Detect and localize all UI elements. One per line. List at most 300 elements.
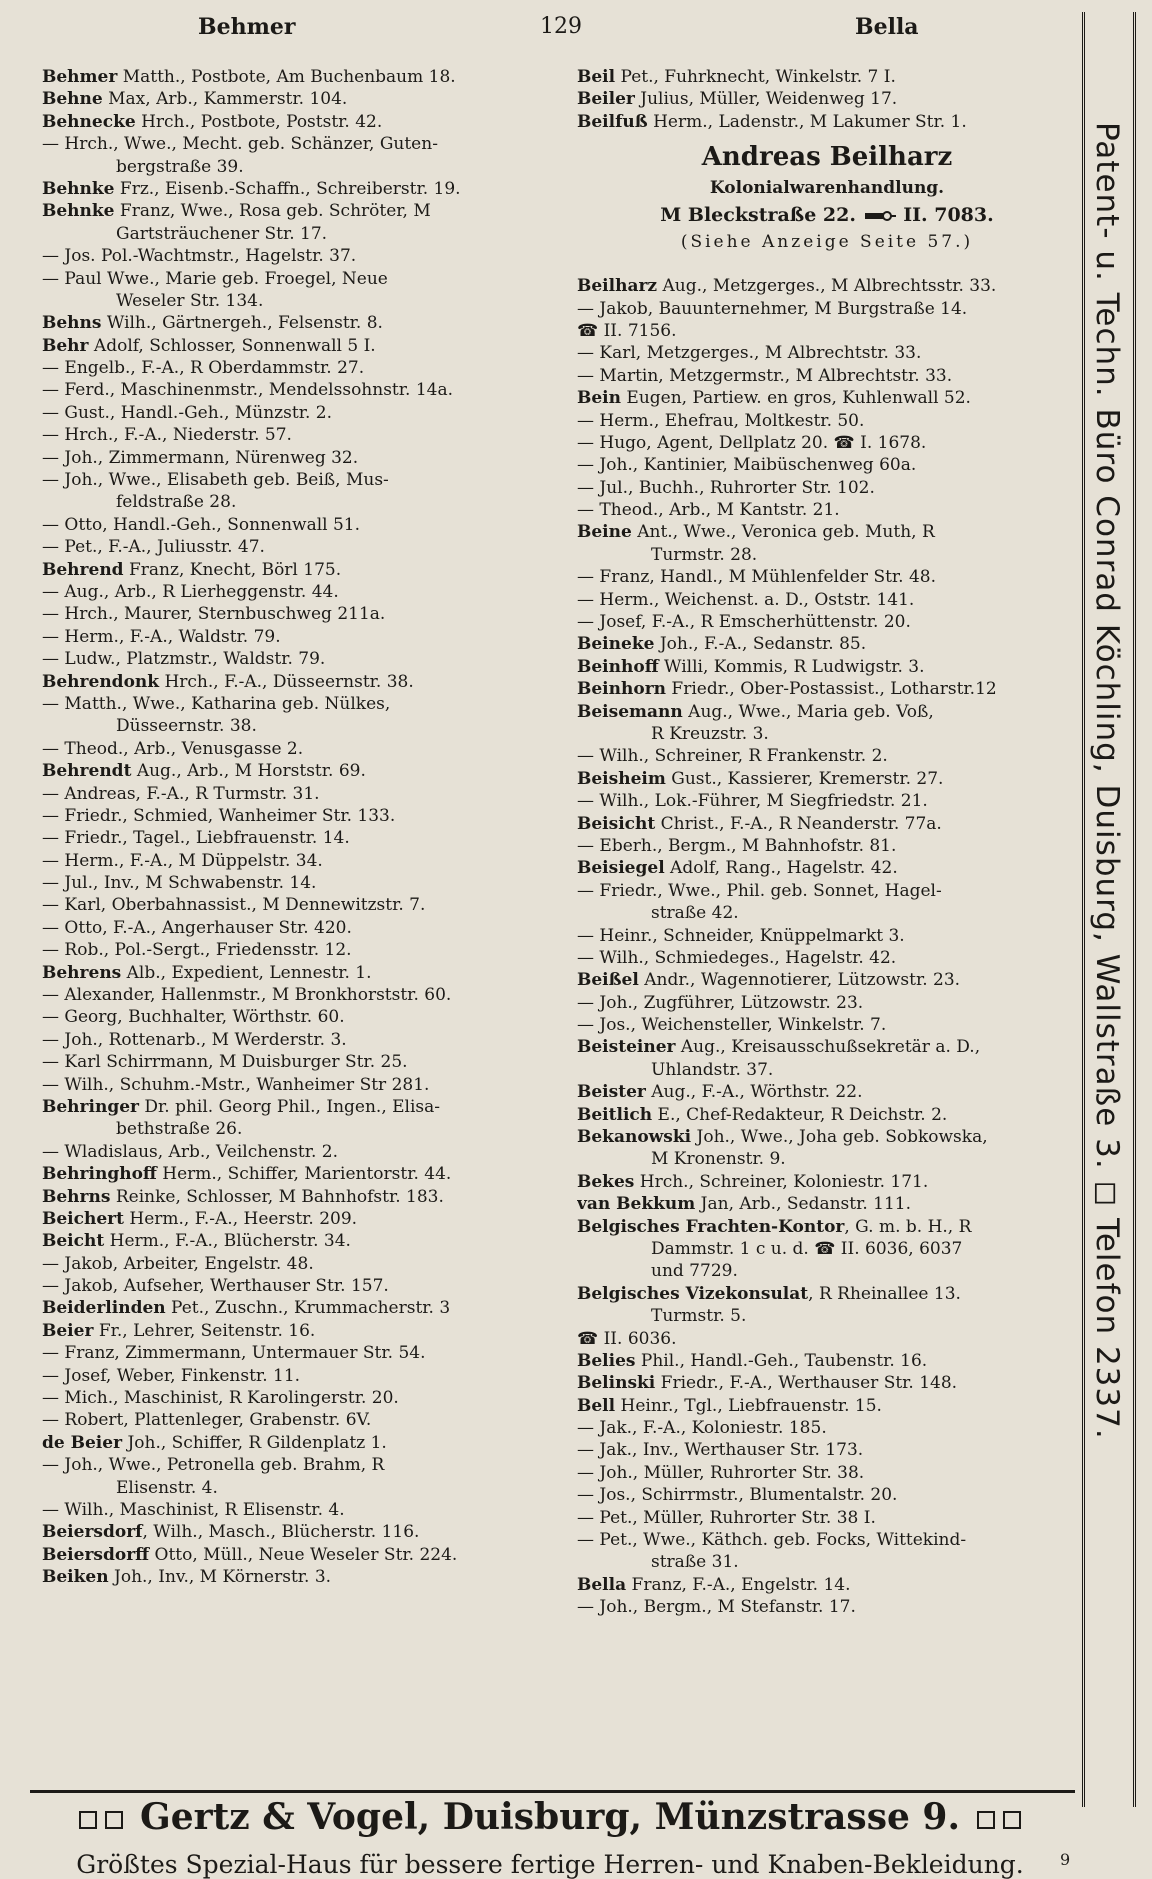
- directory-entry: [577, 1260, 1077, 1282]
- entry-details: Friedr., Ober-Postassist., Lotharstr.12: [666, 679, 997, 700]
- directory-entry: [42, 850, 587, 872]
- entry-surname: Behrns: [42, 1186, 111, 1207]
- entry-details: — Jos., Weichensteller, Winkelstr. 7.: [577, 1015, 887, 1036]
- entry-details: — Wilh., Schreiner, R Frankenstr. 2.: [577, 746, 888, 767]
- entry-details: Franz, Knecht, Börl 175.: [123, 559, 342, 580]
- directory-entry: [42, 693, 587, 715]
- entry-surname: Behns: [42, 313, 102, 334]
- entry-details: — Hrch., Maurer, Sternbuschweg 211a.: [42, 604, 386, 625]
- entry-surname: Beiler: [577, 89, 635, 110]
- entry-details: — Jul., Inv., M Schwabenstr. 14.: [42, 873, 317, 894]
- directory-entry: [42, 827, 587, 849]
- entry-details: Dr. phil. Georg Phil., Ingen., Elisa-: [138, 1096, 441, 1117]
- entry-details: Fr., Lehrer, Seitenstr. 16.: [93, 1320, 316, 1341]
- footer-advert-company: Gertz & Vogel, Duisburg, Münzstrasse 9.: [140, 1796, 960, 1838]
- entry-surname: van Bekkum: [577, 1194, 696, 1215]
- directory-entry: [42, 424, 587, 446]
- directory-entry: [42, 984, 587, 1006]
- entry-surname: Beinhorn: [577, 679, 667, 700]
- directory-entry: [577, 454, 1077, 476]
- directory-entry: [577, 723, 1077, 745]
- telephone-icon: [863, 210, 897, 222]
- directory-entry: [42, 917, 587, 939]
- entry-details: Heinr., Tgl., Liebfrauenstr. 15.: [615, 1395, 882, 1416]
- directory-entry: [577, 678, 1077, 700]
- entry-details: — Wilh., Schmiedeges., Hagelstr. 42.: [577, 947, 897, 968]
- entry-details: Uhlandstr. 37.: [651, 1059, 774, 1080]
- entry-details: Turmstr. 28.: [651, 544, 758, 565]
- entry-details: Alb., Expedient, Lennestr. 1.: [121, 962, 372, 983]
- entry-details: Franz, F.-A., Engelstr. 14.: [626, 1574, 851, 1595]
- directory-entry: [42, 1230, 587, 1252]
- entry-details: — Jos., Schirrmstr., Blumentalstr. 20.: [577, 1485, 898, 1506]
- directory-entry: [577, 790, 1077, 812]
- entry-details: Andr., Wagennotierer, Lützowstr. 23.: [638, 970, 961, 991]
- entry-details: Adolf, Rang., Hagelstr. 42.: [664, 858, 898, 879]
- directory-entry: [577, 1596, 1077, 1618]
- directory-entry: [577, 477, 1077, 499]
- entry-details: Christ., F.-A., R Neanderstr. 77a.: [655, 813, 942, 834]
- entry-details: feldstraße 28.: [116, 492, 237, 513]
- entry-surname: Beisemann: [577, 701, 683, 722]
- entry-details: Herm., Ladenstr., M Lakumer Str. 1.: [647, 111, 967, 132]
- entry-details: — Jul., Buchh., Ruhrorter Str. 102.: [577, 477, 875, 498]
- entry-details: Herm., Schiffer, Marientorstr. 44.: [156, 1164, 452, 1185]
- directory-entry: [42, 1253, 587, 1275]
- entry-details: — Rob., Pol.-Sergt., Friedensstr. 12.: [42, 940, 352, 961]
- directory-entry: [577, 1238, 1077, 1260]
- entry-surname: Behrend: [42, 559, 124, 580]
- entry-details: bergstraße 39.: [116, 156, 244, 177]
- entry-details: — Joh., Zimmermann, Nürenweg 32.: [42, 447, 359, 468]
- entry-details: — Hrch., Wwe., Mecht. geb. Schänzer, Guten-: [42, 134, 438, 155]
- directory-entry: [42, 805, 587, 827]
- directory-entry: [577, 365, 1077, 387]
- directory-entry: [577, 768, 1077, 790]
- entry-details: Julius, Müller, Weidenweg 17.: [634, 89, 898, 110]
- directory-entry: [577, 1372, 1077, 1394]
- entry-surname: Behrendonk: [42, 671, 160, 692]
- entry-details: — Pet., F.-A., Juliusstr. 47.: [42, 537, 265, 558]
- entry-details: Aug., Metzgerges., M Albrechtsstr. 33.: [657, 276, 997, 297]
- directory-entry: [577, 1081, 1077, 1103]
- entry-details: — Engelb., F.-A., R Oberdammstr. 27.: [42, 358, 365, 379]
- directory-entry: [42, 648, 587, 670]
- directory-entry: [42, 1499, 587, 1521]
- directory-entry: [42, 1297, 587, 1319]
- directory-entry: [42, 626, 587, 648]
- entry-details: Turmstr. 5.: [651, 1306, 747, 1327]
- entry-details: ☎ II. 6036.: [577, 1328, 677, 1349]
- entry-details: straße 31.: [651, 1552, 739, 1573]
- directory-entry: [577, 1216, 1077, 1238]
- entry-details: — Joh., Bergm., M Stefanstr. 17.: [577, 1597, 856, 1618]
- vertical-advert-text: Patent- u. Techn. Büro Conrad Köchling, Duisburg, Wallstraße 3. ◻ Telefon 2337.: [1089, 122, 1125, 1440]
- entry-surname: Beilfuß: [577, 111, 648, 132]
- entry-surname: Behrendt: [42, 761, 132, 782]
- directory-entry: [577, 1484, 1077, 1506]
- ad-address-line: [577, 201, 1077, 229]
- entry-surname: Bella: [577, 1574, 627, 1595]
- entry-details: — Paul Wwe., Marie geb. Froegel, Neue: [42, 268, 388, 289]
- directory-entry: [42, 88, 587, 110]
- directory-entry: [577, 701, 1077, 723]
- directory-entry: [42, 1320, 587, 1342]
- directory-entry: [577, 813, 1077, 835]
- directory-entry: [42, 379, 587, 401]
- directory-entry: [42, 223, 587, 245]
- entry-details: , R Rheinallee 13.: [808, 1283, 961, 1304]
- directory-entry: [577, 656, 1077, 678]
- entry-details: — Herm., Ehefrau, Moltkestr. 50.: [577, 410, 865, 431]
- directory-entry: [577, 320, 1077, 342]
- entry-details: — Friedr., Tagel., Liebfrauenstr. 14.: [42, 828, 350, 849]
- entry-surname: Beiersdorf: [42, 1522, 143, 1543]
- footer-advert-line1: [0, 1796, 1100, 1838]
- square-ornament-icon: [1003, 1811, 1021, 1829]
- directory-entry: [42, 156, 587, 178]
- footer-divider: [30, 1790, 1075, 1793]
- directory-entry: [577, 387, 1077, 409]
- entry-details: Pet., Fuhrknecht, Winkelstr. 7 I.: [615, 67, 896, 87]
- entry-details: — Josef, Weber, Finkenstr. 11.: [42, 1365, 301, 1386]
- entry-details: — Jakob, Arbeiter, Engelstr. 48.: [42, 1253, 314, 1274]
- directory-entry: [577, 88, 1077, 110]
- directory-entry: [42, 1029, 587, 1051]
- entry-details: Aug., Wwe., Maria geb. Voß,: [682, 701, 934, 722]
- entry-details: Pet., Zuschn., Krummacherstr. 3: [165, 1298, 451, 1319]
- square-ornament-icon: [79, 1811, 97, 1829]
- entry-surname: Beine: [577, 522, 632, 543]
- entry-details: Weseler Str. 134.: [116, 290, 264, 311]
- beilharz-advertisement: [577, 133, 1077, 275]
- directory-entry: [577, 1328, 1077, 1350]
- left-column: [42, 66, 587, 1589]
- entry-details: — Ferd., Maschinenmstr., Mendelssohnstr. 14a.: [42, 380, 453, 401]
- directory-entry: [577, 1126, 1077, 1148]
- entry-surname: Behringer: [42, 1096, 139, 1117]
- directory-entry: [577, 1551, 1077, 1573]
- entry-surname: Behrens: [42, 962, 122, 983]
- directory-entry: [42, 783, 587, 805]
- entry-surname: Beineke: [577, 634, 655, 655]
- directory-entry: [577, 1507, 1077, 1529]
- directory-entry: [577, 432, 1077, 454]
- entry-surname: Beilharz: [577, 276, 658, 297]
- entry-surname: Behnke: [42, 201, 115, 222]
- right-column: [577, 66, 1077, 1619]
- entry-details: Jan, Arb., Sedanstr. 111.: [695, 1194, 912, 1215]
- entry-details: — Friedr., Wwe., Phil. geb. Sonnet, Hagel-: [577, 880, 942, 901]
- entry-details: — Herm., Weichenst. a. D., Oststr. 141.: [577, 589, 915, 610]
- entry-surname: Beier: [42, 1320, 94, 1341]
- page-number: 129: [540, 14, 582, 39]
- directory-entry: [577, 1171, 1077, 1193]
- directory-entry: [577, 589, 1077, 611]
- entry-surname: de Beier: [42, 1432, 123, 1453]
- directory-entry: [42, 1365, 587, 1387]
- entry-surname: Behringhoff: [42, 1164, 157, 1185]
- directory-entry: [577, 857, 1077, 879]
- entry-details: — Joh., Rottenarb., M Werderstr. 3.: [42, 1029, 347, 1050]
- entry-details: , G. m. b. H., R: [844, 1216, 972, 1237]
- entry-surname: Behnke: [42, 178, 115, 199]
- entry-details: straße 42.: [651, 903, 739, 924]
- square-ornament-icon: [105, 1811, 123, 1829]
- directory-entry: [577, 969, 1077, 991]
- entry-details: Düsseernstr. 38.: [116, 716, 257, 737]
- directory-entry: [42, 1566, 587, 1588]
- entry-details: — Herm., F.-A., Waldstr. 79.: [42, 626, 281, 647]
- directory-entry: [42, 1409, 587, 1431]
- entry-details: — Pet., Wwe., Käthch. geb. Focks, Wittekind-: [577, 1530, 967, 1551]
- entry-details: — Karl, Metzgerges., M Albrechtstr. 33.: [577, 343, 922, 364]
- directory-entry: [42, 200, 587, 222]
- entry-surname: Bell: [577, 1395, 616, 1416]
- vertical-advert-strip: [1082, 12, 1136, 1807]
- entry-surname: Beisiegel: [577, 858, 665, 879]
- entry-surname: Beister: [577, 1082, 646, 1103]
- directory-entry: [577, 1104, 1077, 1126]
- entry-details: Eugen, Partiew. en gros, Kuhlenwall 52.: [621, 388, 971, 409]
- directory-entry: [42, 603, 587, 625]
- ad-phone: II. 7083.: [903, 204, 994, 227]
- directory-entry: [42, 514, 587, 536]
- entry-details: — Wladislaus, Arb., Veilchenstr. 2.: [42, 1141, 339, 1162]
- entry-details: E., Chef-Redakteur, R Deichstr. 2.: [652, 1104, 948, 1125]
- directory-entry: [577, 1439, 1077, 1461]
- entry-details: Joh., Wwe., Joha geb. Sobkowska,: [691, 1127, 988, 1148]
- directory-entry: [577, 1148, 1077, 1170]
- directory-entry: [42, 1141, 587, 1163]
- directory-entry: [42, 1454, 587, 1476]
- directory-entry: [577, 521, 1077, 543]
- entry-surname: Bekanowski: [577, 1127, 692, 1148]
- directory-entry: [42, 1432, 587, 1454]
- header-left-keyword: Behmer: [198, 14, 296, 40]
- entry-surname: Behnecke: [42, 111, 136, 132]
- entry-details: — Jakob, Bauunternehmer, M Burgstraße 14.: [577, 298, 968, 319]
- entry-details: — Jak., F.-A., Koloniestr. 185.: [577, 1418, 827, 1439]
- directory-entry: [42, 1051, 587, 1073]
- directory-entry: [577, 1417, 1077, 1439]
- entry-details: — Joh., Zugführer, Lützowstr. 23.: [577, 992, 864, 1013]
- entry-details: — Alexander, Hallenmstr., M Bronkhorststr. 60.: [42, 985, 452, 1006]
- directory-entry: [42, 312, 587, 334]
- entry-details: — Theod., Arb., Venusgasse 2.: [42, 738, 304, 759]
- directory-entry: [577, 66, 1077, 88]
- directory-entry: [42, 1006, 587, 1028]
- entry-surname: Belinski: [577, 1373, 656, 1394]
- entry-details: — Joh., Wwe., Elisabeth geb. Beiß, Mus-: [42, 470, 389, 491]
- entry-details: Franz, Wwe., Rosa geb. Schröter, M: [114, 201, 431, 222]
- entry-details: — Andreas, F.-A., R Turmstr. 31.: [42, 783, 320, 804]
- entry-details: — Hugo, Agent, Dellplatz 20. ☎ I. 1678.: [577, 432, 927, 453]
- directory-entry: [577, 1395, 1077, 1417]
- entry-details: , Wilh., Masch., Blücherstr. 116.: [142, 1522, 420, 1543]
- directory-entry: [42, 559, 587, 581]
- ad-address: M Bleckstraße 22.: [660, 204, 856, 227]
- entry-details: — Jos. Pol.-Wachtmstr., Hagelstr. 37.: [42, 246, 357, 267]
- directory-entry: [577, 1014, 1077, 1036]
- entry-details: — Joh., Wwe., Petronella geb. Brahm, R: [42, 1455, 385, 1476]
- entry-surname: Beicht: [42, 1231, 105, 1252]
- entry-details: Aug., Arb., M Horststr. 69.: [131, 761, 366, 782]
- directory-entry: [42, 1074, 587, 1096]
- directory-entry: [42, 1186, 587, 1208]
- directory-entry: [577, 410, 1077, 432]
- entry-details: — Hrch., F.-A., Niederstr. 57.: [42, 425, 292, 446]
- directory-entry: [42, 178, 587, 200]
- directory-entry: [577, 275, 1077, 297]
- directory-entry: [42, 1544, 587, 1566]
- directory-entry: [577, 925, 1077, 947]
- entry-details: ☎ II. 7156.: [577, 320, 677, 341]
- directory-entry: [577, 1305, 1077, 1327]
- entry-details: Hrch., Postbote, Poststr. 42.: [135, 111, 383, 132]
- entry-surname: Beisteiner: [577, 1037, 676, 1058]
- entry-details: Hrch., F.-A., Düsseernstr. 38.: [159, 671, 414, 692]
- entry-surname: Behr: [42, 335, 89, 356]
- signature-mark: 9: [1060, 1850, 1071, 1869]
- entry-details: — Mich., Maschinist, R Karolingerstr. 20.: [42, 1388, 399, 1409]
- directory-entry: [577, 1036, 1077, 1058]
- entry-surname: Belies: [577, 1350, 636, 1371]
- entry-details: — Wilh., Lok.-Führer, M Siegfriedstr. 21.: [577, 791, 928, 812]
- directory-entry: [42, 1521, 587, 1543]
- directory-entry: [577, 566, 1077, 588]
- directory-entry: [42, 738, 587, 760]
- entry-details: — Heinr., Schneider, Knüppelmarkt 3.: [577, 925, 905, 946]
- entry-surname: Beisheim: [577, 768, 666, 789]
- entry-surname: Bekes: [577, 1171, 635, 1192]
- entry-details: — Friedr., Schmied, Wanheimer Str. 133.: [42, 805, 396, 826]
- entry-surname: Beißel: [577, 970, 639, 991]
- entry-details: — Wilh., Maschinist, R Elisenstr. 4.: [42, 1500, 345, 1520]
- directory-entry: [577, 1059, 1077, 1081]
- entry-surname: Beiken: [42, 1567, 109, 1588]
- directory-entry: [42, 671, 587, 693]
- entry-details: Dammstr. 1 c u. d. ☎ II. 6036, 6037: [651, 1238, 963, 1259]
- entry-details: Aug., F.-A., Wörthstr. 22.: [645, 1082, 863, 1103]
- entry-details: Friedr., F.-A., Werthauser Str. 148.: [655, 1373, 958, 1394]
- entry-surname: Behmer: [42, 67, 118, 87]
- entry-surname: Belgisches Vizekonsulat: [577, 1283, 809, 1304]
- entry-details: Herm., F.-A., Blücherstr. 34.: [104, 1231, 351, 1252]
- entry-surname: Beiderlinden: [42, 1298, 166, 1319]
- entry-details: — Eberh., Bergm., M Bahnhofstr. 81.: [577, 835, 897, 856]
- entry-details: bethstraße 26.: [116, 1119, 243, 1140]
- entry-surname: Beinhoff: [577, 656, 659, 677]
- entry-details: — Wilh., Schuhm.-Mstr., Wanheimer Str 281.: [42, 1074, 430, 1095]
- entry-details: Joh., Schiffer, R Gildenplatz 1.: [122, 1432, 387, 1453]
- directory-entry: [577, 1462, 1077, 1484]
- directory-entry: [42, 469, 587, 491]
- directory-entry: [577, 1350, 1077, 1372]
- entry-details: — Theod., Arb., M Kantstr. 21.: [577, 500, 840, 521]
- directory-entry: [42, 133, 587, 155]
- entry-details: Adolf, Schlosser, Sonnenwall 5 I.: [88, 335, 376, 356]
- entry-details: — Pet., Müller, Ruhrorter Str. 38 I.: [577, 1507, 876, 1528]
- directory-entry: [577, 544, 1077, 566]
- entry-details: Frz., Eisenb.-Schaffn., Schreiberstr. 19.: [114, 178, 461, 199]
- entry-details: — Joh., Kantinier, Maibüschenweg 60a.: [577, 455, 917, 476]
- entry-surname: Bein: [577, 388, 622, 409]
- directory-entry: [42, 872, 587, 894]
- entry-details: — Aug., Arb., R Lierheggenstr. 44.: [42, 581, 339, 602]
- entry-details: — Franz, Handl., M Mühlenfelder Str. 48.: [577, 567, 937, 588]
- entry-details: — Matth., Wwe., Katharina geb. Nülkes,: [42, 693, 391, 714]
- directory-entry: [42, 1275, 587, 1297]
- directory-entry: [577, 298, 1077, 320]
- directory-entry: [42, 245, 587, 267]
- entry-details: R Kreuzstr. 3.: [651, 723, 769, 744]
- entry-details: M Kronenstr. 9.: [651, 1149, 786, 1170]
- entry-details: Otto, Müll., Neue Weseler Str. 224.: [149, 1544, 458, 1565]
- directory-entry: [577, 1193, 1077, 1215]
- directory-entry: [577, 499, 1077, 521]
- entry-details: Aug., Kreisausschußsekretär a. D.,: [675, 1037, 981, 1058]
- ad-note: (Siehe Anzeige Seite 57.): [680, 232, 974, 253]
- directory-entry: [42, 1118, 587, 1140]
- directory-entry: [42, 491, 587, 513]
- directory-entry: [42, 1208, 587, 1230]
- entry-surname: Beisicht: [577, 813, 656, 834]
- entry-details: Phil., Handl.-Geh., Taubenstr. 16.: [635, 1350, 928, 1371]
- directory-entry: [42, 268, 587, 290]
- directory-entry: [42, 447, 587, 469]
- ad-description: Kolonialwarenhandlung.: [709, 178, 945, 199]
- entry-surname: Belgisches Frachten-Kontor: [577, 1216, 845, 1237]
- entry-surname: Behne: [42, 89, 103, 110]
- directory-entry: [42, 335, 587, 357]
- directory-entry: [42, 1096, 587, 1118]
- entry-surname: Beitlich: [577, 1104, 653, 1125]
- entry-details: Herm., F.-A., Heerstr. 209.: [123, 1208, 358, 1229]
- right-main-entries: [577, 275, 1077, 1618]
- entry-details: Joh., F.-A., Sedanstr. 85.: [654, 634, 867, 655]
- entry-details: Gust., Kassierer, Kremerstr. 27.: [665, 768, 944, 789]
- directory-entry: [577, 992, 1077, 1014]
- directory-entry: [42, 894, 587, 916]
- entry-details: — Jak., Inv., Werthauser Str. 173.: [577, 1440, 864, 1461]
- directory-entry: [577, 902, 1077, 924]
- footer-advert-line2: Größtes Spezial-Haus für bessere fertige Herren- und Knaben-Bekleidung.: [76, 1850, 1024, 1879]
- directory-entry: [42, 581, 587, 603]
- entry-details: — Karl, Oberbahnassist., M Dennewitzstr. 7.: [42, 895, 426, 916]
- directory-entry: [42, 715, 587, 737]
- entry-details: — Otto, Handl.-Geh., Sonnenwall 51.: [42, 514, 361, 535]
- entry-details: Reinke, Schlosser, M Bahnhofstr. 183.: [110, 1186, 444, 1207]
- entry-details: — Franz, Zimmermann, Untermauer Str. 54.: [42, 1343, 426, 1364]
- entry-surname: Beichert: [42, 1208, 124, 1229]
- directory-entry: [577, 745, 1077, 767]
- directory-entry: [42, 1163, 587, 1185]
- directory-entry: [42, 1342, 587, 1364]
- directory-entry: [42, 760, 587, 782]
- directory-entry: [42, 402, 587, 424]
- entry-details: Wilh., Gärtnergeh., Felsenstr. 8.: [101, 313, 383, 334]
- entry-details: — Georg, Buchhalter, Wörthstr. 60.: [42, 1007, 345, 1028]
- entry-details: Hrch., Schreiner, Koloniestr. 171.: [634, 1171, 929, 1192]
- entry-details: — Herm., F.-A., M Düppelstr. 34.: [42, 850, 323, 871]
- entry-details: Ant., Wwe., Veronica geb. Muth, R: [631, 522, 935, 543]
- directory-entry: [42, 357, 587, 379]
- entry-details: — Gust., Handl.-Geh., Münzstr. 2.: [42, 402, 332, 423]
- directory-entry: [42, 939, 587, 961]
- entry-details: Gartsträuchener Str. 17.: [116, 223, 328, 244]
- entry-details: — Josef, F.-A., R Emscherhüttenstr. 20.: [577, 612, 911, 633]
